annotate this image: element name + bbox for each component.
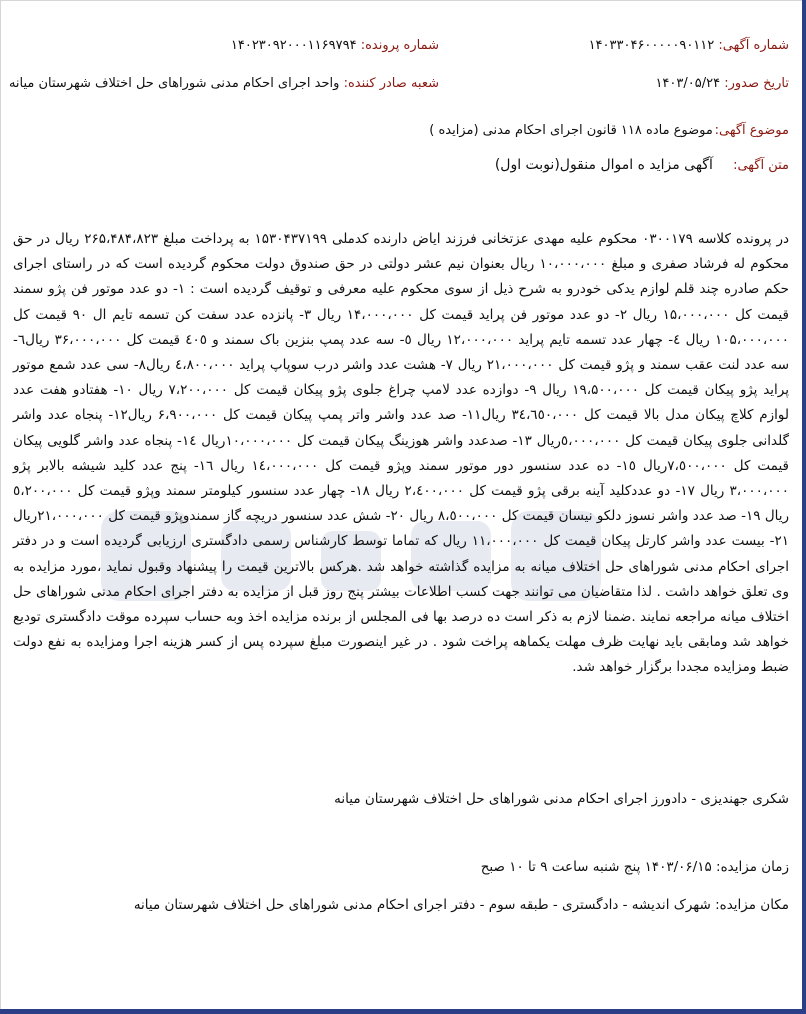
auction-place: مکان مزایده: شهرک اندیشه - دادگستری - طبقه سوم - دفتر اجرای احکام مدنی شوراهای حل اختلاف شهرستان میانه <box>133 897 789 913</box>
issuing-branch <box>9 75 439 93</box>
case-number <box>231 37 439 55</box>
issue-date-label: تاریخ صدور: <box>724 76 789 91</box>
issue-date-value: ۱۴۰۳/۰۵/۲۴ <box>655 76 721 91</box>
issue-date <box>655 75 789 93</box>
frame-bottom-border <box>0 1009 806 1014</box>
auction-time: زمان مزایده: ۱۴۰۳/۰۶/۱۵ پنج شنبه ساعت ۹ تا ۱۰ صبح <box>480 859 789 875</box>
case-number-value: ۱۴۰۲۳۰۹۲۰۰۰۱۱۶۹۷۹۴ <box>230 38 357 53</box>
ad-number-value: ۱۴۰۳۳۰۴۶۰۰۰۰۰۹۰۱۱۲ <box>588 38 715 53</box>
ad-title: آگهی مزاید ه اموال منقول(نوبت اول) <box>494 157 713 173</box>
subject-label: موضوع آگهی: <box>714 123 789 138</box>
ad-number <box>589 37 789 55</box>
ad-text-row <box>495 157 789 173</box>
case-number-label: شماره پرونده: <box>360 38 439 53</box>
ad-body: در پرونده کلاسه ۰۳۰۰۱۷۹ محکوم علیه مهدی عزتخانی فرزند ایاض دارنده کدملی ۱۵۳۰۴۳۷۱۹۹ به پرداخت مبلغ ۲۶۵،۴۸۴،۸۲۳ ریال در حق محکوم له فرشاد صفری و مبلغ ۱۰،۰۰۰،۰۰۰ ریال بعنوان نیم عشر دولتی در حق صندوق دولت محکوم گردیده است که در راستای اجرای حکم صادره چند قلم لوازم یدکی خودرو به شرح ذیل از سوی محکوم علیه معرفی و توقیف گردیده است : ۱- دو عدد موتور فن پژو سمند قیمت کل ۱۵،۰۰۰،۰۰۰ ریال ۲- دو عدد موتور فن پراید قیمت کل ۱۴،۰۰۰،۰۰۰ ریال ۳- پانزده عدد سفت کن تسمه تایم ال ۹۰ قیمت کل ۱۰۵،۰۰۰،۰۰۰ ریال ٤- چهار عدد تسمه تایم پراید ۱۲،۰۰۰،۰۰۰ ریال ٥- سه عدد پمپ بنزین باک سمند و ٤۰٥ قیمت کل ۳۶،۰۰۰،۰۰۰ ریال٦- سه عدد لنت عقب سمند و پژو قیمت کل ۲۱،۰۰۰،۰۰۰ ریال ۷- هشت عدد واشر درب سوپاپ پراید ٤،۸۰۰،۰۰۰ ریال۸- سی عدد شمع موتور پراید پژو پیکان قیمت کل ۱۹،۵۰۰،۰۰۰ ریال ۹- دوازده عدد لامپ چراغ جلوی پژو پیکان قیمت کل ۷،۲۰۰،۰۰۰ ریال ۱۰- هفتادو هفت عدد لوازم کلاچ پیکان مدل بالا قیمت کل ۳٤،٦٥۰،۰۰۰ ریال۱۱- صد عدد واشر واتر پمپ پیکان قیمت کل ۶،۹۰۰،۰۰۰ ریال۱۲- پنجاه عدد واشر گلدانی جلوی پیکان قیمت کل ٥،۰۰۰،۰۰۰ریال ۱۳- صدعدد واشر هوزینگ پیکان قیمت کل ۱۰،۰۰۰،۰۰۰ریال ۱٤- پنجاه عدد واشر گلویی پیکان قیمت کل ۷،٥۰۰،۰۰۰ریال ۱٥- ده عدد سنسور دور موتور سمند وپژو قیمت کل ۱٤،۰۰۰،۰۰۰ ریال ۱٦- پنج عدد کلید شیشه بالابر پژو ۳،۰۰۰،۰۰۰ ریال ۱۷- دو عددکلید آینه برقی پژو قیمت کل ۲،٤۰۰،۰۰۰ ریال ۱۸- چهار عدد سنسور کیلومتر سمند وپژو قیمت کل ٥،۲۰۰،۰۰۰ ریال ۱۹- صد عدد واشر نسوز دلکو نیسان قیمت کل ۸،٥۰۰،۰۰۰ ریال ۲۰- شش عدد سنسور دریچه گاز سمندوپژو قیمت کل ۲۱،۰۰۰،۰۰۰ریال ۲۱- بیست عدد واشر کارتل پیکان قیمت کل ۱۱،۰۰۰،۰۰۰ ریال که تماما توسط کارشناس رسمی دادگستری ارزیابی گردیده است و در دفتر اجرای احکام مدنی شوراهای حل اختلاف میانه به مزایده گذاشته خواهد شد .هرکس بالاترین قیمت را پیشنهاد وقبول نماید ،مورد مزایده به وی تعلق خواهد داشت . لذا متقاضیان می توانند جهت کسب اطلاعات بیشتر پنج روز قبل از مزایده به دفتر اجرای احکام مدنی شوراهای حل اختلاف میانه مراجعه نمایند .ضمنا لازم به ذکر است ده درصد بها فی المجلس از برنده مزایده اخذ وبه حساب سپرده موقت دادگستری تودیع خواهد شد ومابقی باید نهایت ظرف مهلت یکماهه پراخت شود . در غیر اینصورت مبلغ سپرده پس از کسر هزینه اجرا ومزایده به نفع دولت ضبط ومزایده مجددا برگزار خواهد شد. <box>13 231 790 676</box>
ad-number-label: شماره آگهی: <box>718 38 789 53</box>
issuing-branch-value: واحد اجرای احکام مدنی شوراهای حل اختلاف شهرستان میانه <box>8 76 340 91</box>
subject-value: موضوع ماده ۱۱۸ قانون اجرای احکام مدنی (مزایده ) <box>429 123 713 138</box>
frame-right-border <box>802 0 806 1014</box>
signature: شکری جهندیزی - دادورز اجرای احکام مدنی شوراهای حل اختلاف شهرستان میانه <box>334 791 789 807</box>
issuing-branch-label: شعبه صادر کننده: <box>343 76 439 91</box>
subject-row <box>429 123 789 138</box>
ad-text-label: متن آگهی: <box>733 158 789 173</box>
